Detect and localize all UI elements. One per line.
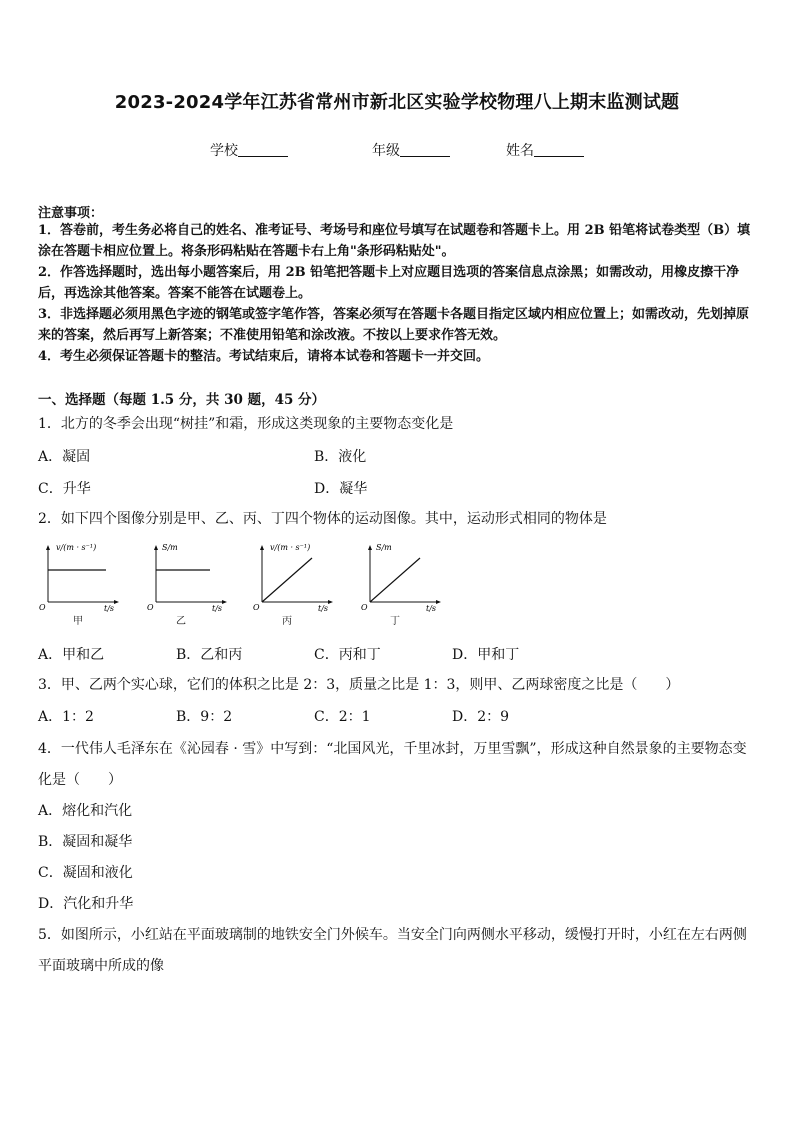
question-1-stem: 1．北方的冬季会出现“树挂”和霜，形成这类现象的主要物态变化是 (38, 416, 454, 432)
question-4-option-a[interactable]: A．熔化和汽化 (38, 803, 133, 819)
question-2-stem: 2．如下四个图像分别是甲、乙、丙、丁四个物体的运动图像。其中，运动形式相同的物体是 (38, 511, 607, 527)
graph-bing-xlabel: t/s (318, 604, 329, 612)
graph-yi-ylabel: S/m (162, 543, 178, 552)
question-2-option-d[interactable]: D．甲和丁 (452, 647, 520, 663)
question-3-option-c[interactable]: C．2：1 (314, 709, 371, 725)
question-2-option-a[interactable]: A．甲和乙 (38, 647, 105, 663)
graph-bing (250, 540, 350, 612)
graph-ding-xlabel: t/s (426, 604, 437, 612)
graph-ding-origin: O (361, 603, 368, 612)
question-4-stem: 4．一代伟人毛泽东在《沁园春 · 雪》中写到：“北国风光，千里冰封，万里雪飘”，形成这种自然景象的主要物态变化是（ ） (38, 741, 747, 788)
name-field (506, 140, 584, 160)
question-4-option-c[interactable]: C．凝固和液化 (38, 865, 133, 881)
question-3-option-b[interactable]: B．9：2 (176, 709, 233, 725)
question-4-option-d[interactable]: D．汽化和升华 (38, 896, 134, 912)
graph-jia-caption: 甲 (73, 616, 83, 627)
graph-bing-origin: O (253, 603, 260, 612)
question-4-option-b[interactable]: B．凝固和凝华 (38, 834, 133, 850)
grade-blank (400, 142, 450, 157)
section-heading: 一、选择题（每题 1.5 分，共 30 题，45 分） (38, 392, 326, 408)
graph-ding (358, 540, 458, 612)
question-1-option-b[interactable]: B．液化 (314, 449, 367, 465)
name-blank (534, 142, 584, 157)
question-1-option-d[interactable]: D．凝华 (314, 481, 368, 497)
question-2-option-c[interactable]: C．丙和丁 (314, 647, 381, 663)
question-1-option-c[interactable]: C．升华 (38, 481, 91, 497)
name-label: 姓名 (506, 143, 534, 159)
graph-bing-ylabel: v/(m · s⁻¹) (270, 543, 311, 552)
question-3-stem: 3．甲、乙两个实心球，它们的体积之比是 2：3，质量之比是 1：3，则甲、乙两球密度之比是（ ） (38, 677, 680, 693)
graph-jia-origin: O (39, 603, 46, 612)
question-1-option-a[interactable]: A．凝固 (38, 449, 91, 465)
notice-item-1: 1．答卷前，考生务必将自己的姓名、准考证号、考场号和座位号填写在试题卷和答题卡上。用 2B 铅笔将试卷类型（B）填涂在答题卡相应位置上。将条形码粘贴在答题卡右上角"条形码粘贴处"。 (38, 223, 751, 259)
graph-jia-xlabel: t/s (104, 604, 115, 612)
notice-item-4: 4．考生必须保证答题卡的整洁。考试结束后，请将本试卷和答题卡一并交回。 (38, 349, 490, 364)
graph-jia (36, 540, 136, 612)
graph-yi-xlabel: t/s (212, 604, 223, 612)
question-3-option-d[interactable]: D．2：9 (452, 709, 510, 725)
graph-jia-ylabel: v/(m · s⁻¹) (56, 543, 97, 552)
notice-item-3: 3．非选择题必须用黑色字迹的钢笔或签字笔作答，答案必须写在答题卡各题目指定区域内相应位置上；如需改动，先划掉原来的答案，然后再写上新答案；不准使用铅笔和涂改液。不按以上要求作答无效。 (38, 307, 750, 343)
graph-ding-caption: 丁 (390, 616, 400, 627)
notice-item-2: 2．作答选择题时，选出每小题答案后，用 2B 铅笔把答题卡上对应题目选项的答案信息点涂黑；如需改动，用橡皮擦干净后，再选涂其他答案。答案不能答在试题卷上。 (38, 265, 740, 301)
graph-yi-caption: 乙 (176, 616, 186, 627)
graph-yi-origin: O (147, 603, 154, 612)
graph-yi (144, 540, 244, 612)
question-2-option-b[interactable]: B．乙和丙 (176, 647, 243, 663)
graph-ding-ylabel: S/m (376, 543, 392, 552)
school-blank (238, 142, 288, 157)
graph-bing-caption: 丙 (282, 616, 292, 627)
grade-field (372, 140, 450, 160)
question-3-option-a[interactable]: A．1：2 (38, 709, 94, 725)
notice-heading: 注意事项： (38, 206, 104, 221)
grade-label: 年级 (372, 143, 400, 159)
school-field (210, 140, 288, 160)
page-title: 2023-2024学年江苏省常州市新北区实验学校物理八上期末监测试题 (114, 92, 680, 113)
school-label: 学校 (210, 143, 238, 159)
question-5-stem: 5．如图所示，小红站在平面玻璃制的地铁安全门外候车。当安全门向两侧水平移动，缓慢打开时，小红在左右两侧平面玻璃中所成的像 (38, 927, 747, 974)
